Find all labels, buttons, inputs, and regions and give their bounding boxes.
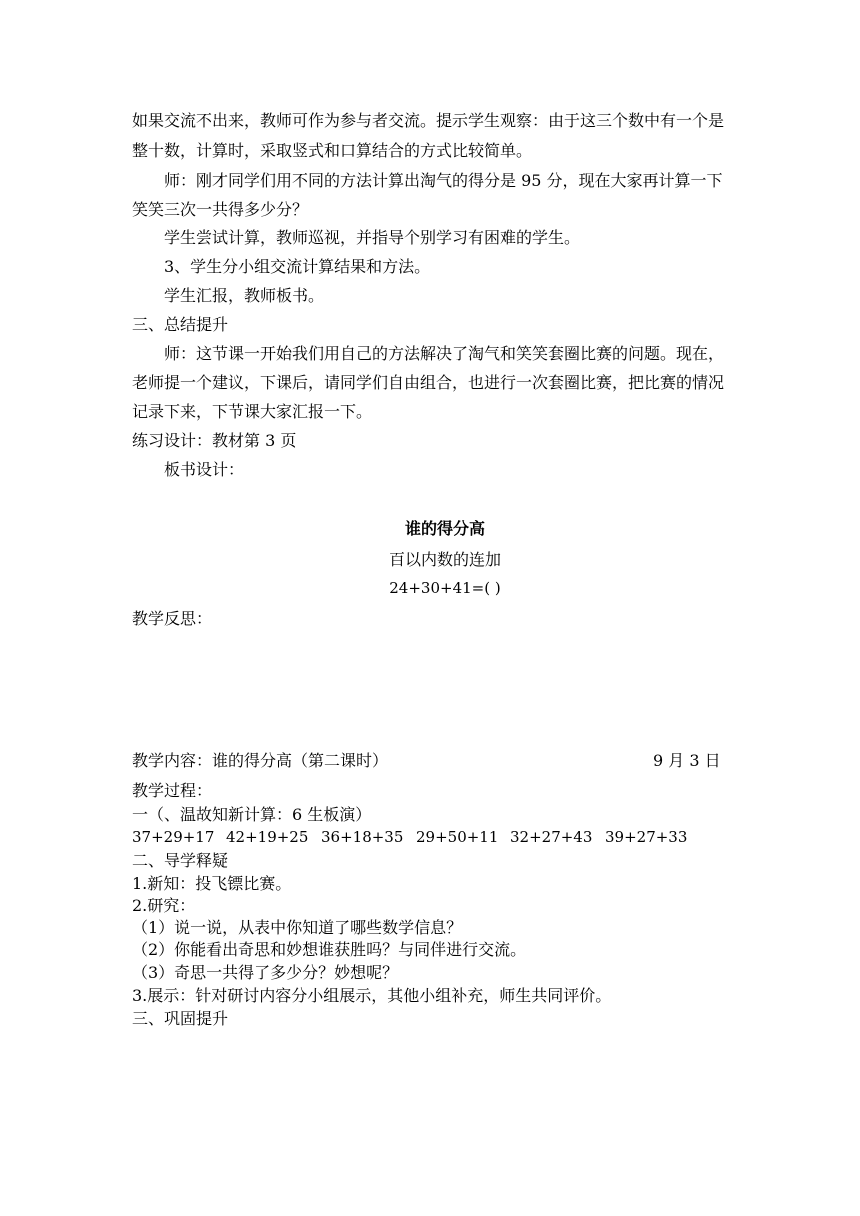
sum-item: 37+29+17 — [132, 828, 215, 846]
sum-item: 29+50+11 — [416, 828, 499, 846]
paragraph-line: 3、学生分小组交流计算结果和方法。 — [164, 257, 431, 276]
paragraph-line: 如果交流不出来，教师可作为参与者交流。提示学生观察：由于这三个数中有一个是 — [132, 111, 725, 130]
sum-item: 42+19+25 — [226, 828, 309, 846]
paragraph-line: 师：刚才同学们用不同的方法计算出淘气的得分是 95 分，现在大家再计算一下 — [164, 171, 723, 190]
process-label: 教学过程： — [132, 781, 213, 800]
paragraph-line: 师：这节课一开始我们用自己的方法解决了淘气和笑笑套圈比赛的问题。现在， — [164, 344, 725, 363]
practice-line: 练习设计：教材第 3 页 — [132, 431, 297, 450]
section-heading: 一（、温故知新计算：6 生板演） — [132, 805, 372, 824]
question-item: （2）你能看出奇思和妙想谁获胜吗？与同伴进行交流。 — [132, 940, 527, 959]
question-item: （1）说一说，从表中你知道了哪些数学信息？ — [132, 918, 463, 937]
section-heading: 三、巩固提升 — [132, 1009, 229, 1028]
list-item: 1.新知：投飞镖比赛。 — [132, 874, 292, 893]
sum-item: 39+27+33 — [605, 828, 688, 846]
board-title: 谁的得分高 — [404, 519, 485, 538]
lesson-date: 9 月 3 日 — [653, 751, 721, 770]
sum-item: 36+18+35 — [321, 828, 404, 846]
paragraph-line: 记录下来，下节课大家汇报一下。 — [132, 402, 373, 421]
list-item: 3.展示：针对研讨内容分小组展示，其他小组补充，师生共同评价。 — [132, 986, 612, 1005]
paragraph-line: 老师提一个建议，下课后，请同学们自由组合，也进行一次套圈比赛，把比赛的情况 — [132, 373, 725, 392]
lesson-content-line — [132, 751, 721, 771]
section-heading: 三、总结提升 — [132, 315, 229, 334]
lesson-content: 教学内容：谁的得分高（第二课时） — [132, 751, 389, 770]
paragraph-line: 整十数，计算时，采取竖式和口算结合的方式比较简单。 — [132, 141, 533, 160]
paragraph-line: 学生尝试计算，教师巡视，并指导个别学习有困难的学生。 — [164, 228, 581, 247]
sum-item: 32+27+43 — [510, 828, 593, 846]
board-design-label: 板书设计： — [164, 460, 245, 479]
paragraph-line: 笑笑三次一共得多少分？ — [132, 200, 309, 219]
reflection-label: 教学反思： — [132, 609, 213, 628]
paragraph-line: 学生汇报，教师板书。 — [164, 286, 325, 305]
list-item: 2.研究： — [132, 896, 196, 915]
section-heading: 二、导学释疑 — [132, 851, 229, 870]
board-formula: 24+30+41=( ) — [389, 579, 501, 597]
board-subtitle: 百以内数的连加 — [388, 550, 501, 569]
question-item: （3）奇思一共得了多少分？妙想呢？ — [132, 963, 399, 982]
